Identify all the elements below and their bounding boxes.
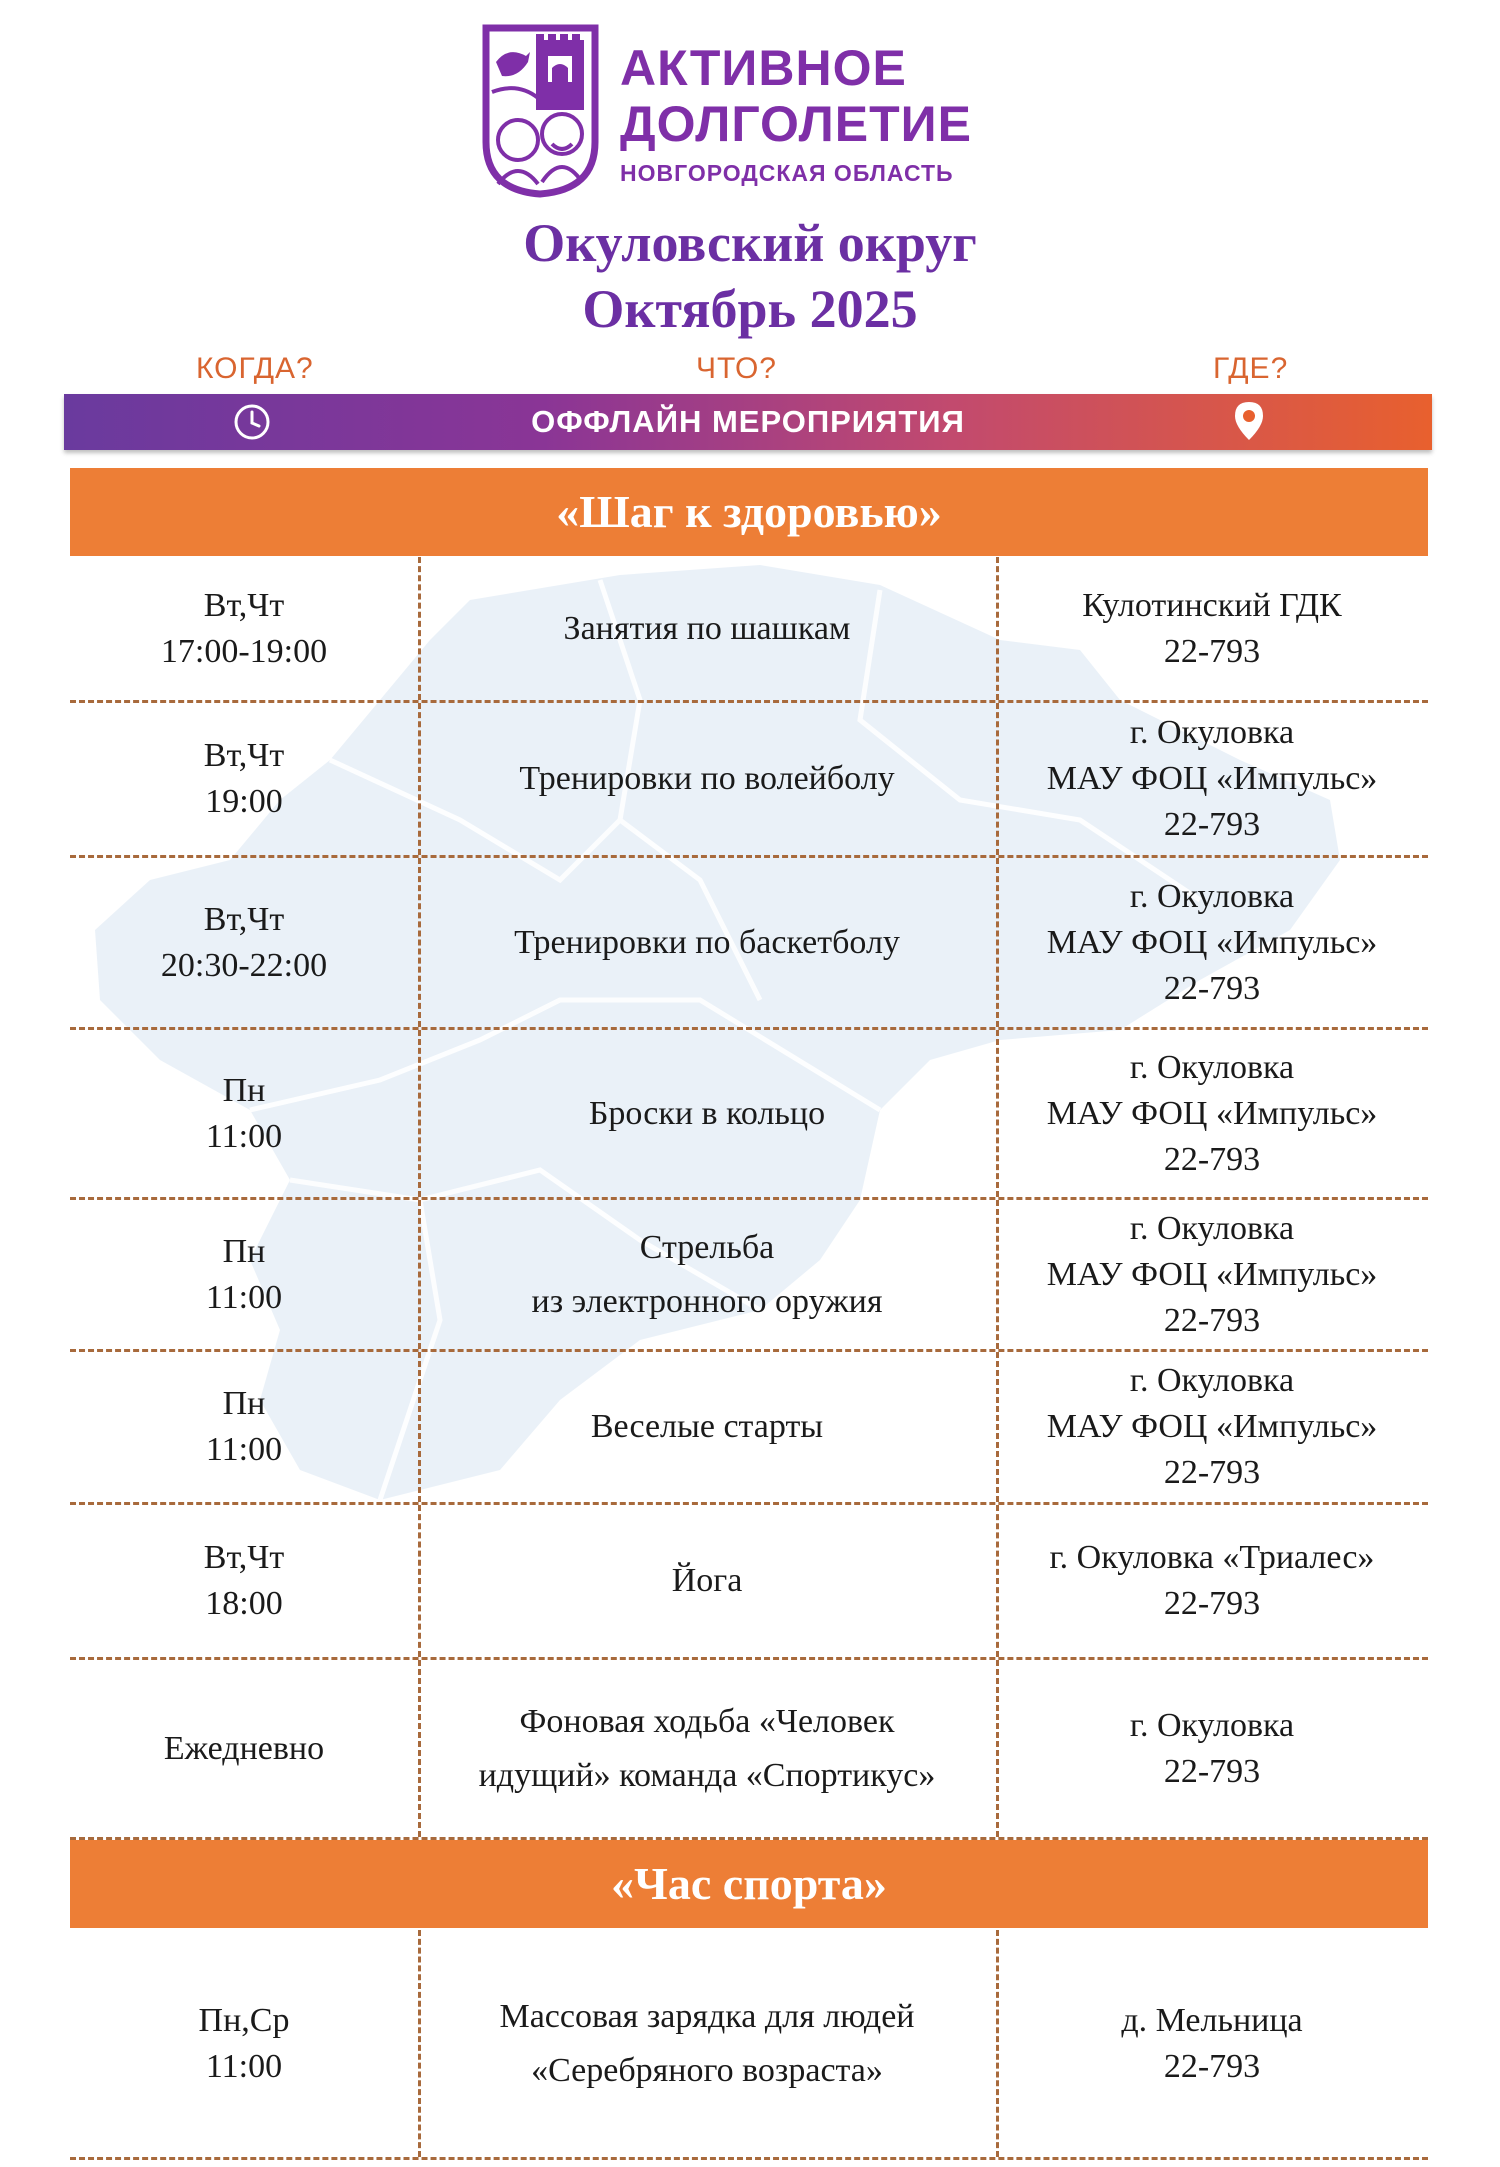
column-divider (418, 1660, 421, 1837)
logo-title-line2: ДОЛГОЛЕТИЕ (620, 96, 972, 152)
section-header (70, 1840, 1428, 1928)
where-text-line: 22-793 (1163, 632, 1261, 670)
column-divider (418, 1030, 421, 1197)
where-text-line: 22-793 (1163, 1454, 1261, 1491)
offline-events-banner (64, 394, 1432, 450)
cell-what (418, 557, 996, 700)
table-row (70, 1930, 1428, 2160)
column-divider (996, 557, 999, 700)
district-title: Окуловский округ (523, 213, 977, 273)
column-divider (996, 1030, 999, 1197)
where-text-line: г. Окуловка (1129, 1048, 1295, 1086)
cell-when (70, 1200, 418, 1349)
where-text-line: МАУ ФОЦ «Импульс» (1046, 1408, 1378, 1445)
map-pin-icon (1232, 400, 1266, 442)
cell-when (70, 1030, 418, 1197)
cell-what (418, 1352, 996, 1502)
table-row (70, 557, 1428, 703)
cell-what (418, 1030, 996, 1197)
cell-when (70, 858, 418, 1027)
where-text-line: д. Мельница (1121, 2001, 1303, 2039)
cell-when (70, 1505, 418, 1657)
when-text-line: Пн (222, 1071, 266, 1109)
section-header (70, 468, 1428, 556)
when-text-line: 19:00 (205, 783, 283, 820)
column-divider (996, 1930, 999, 2157)
cell-what (418, 1200, 996, 1349)
column-divider (418, 703, 421, 855)
where-text-line: г. Окуловка «Триалес» (1049, 1539, 1375, 1576)
where-text-line: МАУ ФОЦ «Импульс» (1046, 1255, 1378, 1293)
cell-when (70, 1352, 418, 1502)
table-row (70, 1200, 1428, 1352)
what-text-line: Занятия по шашкам (563, 609, 851, 647)
column-divider (996, 1505, 999, 1657)
cell-where (996, 1352, 1428, 1502)
where-label: ГДЕ? (1213, 352, 1289, 385)
what-text-line: Броски в кольцо (588, 1094, 826, 1132)
column-divider (418, 557, 421, 700)
when-text-line: 11:00 (205, 1278, 283, 1316)
table-row (70, 1352, 1428, 1505)
where-text-line: г. Окуловка (1129, 877, 1295, 915)
when-text-line: Вт,Чт (203, 586, 285, 624)
active-longevity-logo (478, 22, 1028, 200)
what-text-line: Фоновая ходьба «Человек (519, 1702, 895, 1740)
cell-what (418, 1930, 996, 2157)
when-text-line: 11:00 (205, 1117, 283, 1155)
cell-what (418, 1505, 996, 1657)
cell-where (996, 1505, 1428, 1657)
column-divider (996, 858, 999, 1027)
what-text-line: Стрельба (639, 1228, 775, 1266)
cell-when (70, 557, 418, 700)
what-text-line: из электронного оружия (531, 1282, 883, 1320)
where-text-line: г. Окуловка (1129, 714, 1295, 751)
table-row (70, 1505, 1428, 1660)
column-divider (996, 1660, 999, 1837)
when-text-line: 11:00 (205, 2047, 283, 2085)
column-divider (418, 1352, 421, 1502)
cell-where (996, 1200, 1428, 1349)
where-text-line: 22-793 (1163, 1301, 1261, 1339)
section-title: «Час спорта» (611, 1858, 887, 1909)
when-text-line: 18:00 (205, 1585, 283, 1622)
cell-what (418, 858, 996, 1027)
table-row (70, 858, 1428, 1030)
cell-where (996, 1930, 1428, 2157)
column-divider (996, 1200, 999, 1349)
where-text-line: 22-793 (1163, 969, 1261, 1007)
when-text-line: Пн,Ср (198, 2001, 290, 2039)
cell-when (70, 1930, 418, 2157)
what-text-line: Тренировки по баскетболу (514, 923, 900, 961)
column-divider (418, 1505, 421, 1657)
when-text-line: 11:00 (205, 1431, 283, 1468)
where-text-line: 22-793 (1163, 2047, 1261, 2085)
cell-what (418, 703, 996, 855)
where-text-line: 22-793 (1163, 1585, 1261, 1622)
cell-when (70, 1660, 418, 1837)
when-text-line: Вт,Чт (203, 900, 285, 938)
when-text-line: Пн (222, 1385, 266, 1422)
when-text-line: 20:30-22:00 (160, 946, 328, 984)
column-divider (418, 858, 421, 1027)
cell-what (418, 1660, 996, 1837)
where-text-line: МАУ ФОЦ «Импульс» (1046, 760, 1378, 797)
where-text-line: 22-793 (1163, 806, 1261, 843)
what-text-line: Веселые старты (590, 1408, 824, 1445)
where-text-line: г. Окуловка (1129, 1706, 1295, 1744)
active-longevity-emblem-icon (478, 22, 603, 198)
cell-where (996, 1660, 1428, 1837)
month-title: Октябрь 2025 (582, 279, 918, 339)
banner-label: ОФФЛАЙН МЕРОПРИЯТИЯ (531, 404, 965, 439)
when-text-line: Вт,Чт (203, 1539, 285, 1576)
what-text-line: Тренировки по волейболу (519, 760, 895, 797)
column-divider (996, 1352, 999, 1502)
when-text-line: Пн (222, 1232, 266, 1270)
table-row (70, 703, 1428, 858)
column-divider (996, 703, 999, 855)
logo-title-line1: АКТИВНОЕ (620, 40, 907, 96)
cell-where (996, 1030, 1428, 1197)
column-divider (418, 1200, 421, 1349)
where-text-line: 22-793 (1163, 1752, 1261, 1790)
what-text-line: Йога (671, 1562, 743, 1599)
where-text-line: МАУ ФОЦ «Импульс» (1046, 1094, 1378, 1132)
column-divider (418, 1930, 421, 2157)
where-text-line: г. Окуловка (1129, 1209, 1295, 1247)
where-text-line: МАУ ФОЦ «Импульс» (1046, 923, 1378, 961)
when-text-line: Ежедневно (163, 1729, 325, 1767)
where-text-line: г. Окуловка (1129, 1362, 1295, 1399)
where-text-line: 22-793 (1163, 1140, 1261, 1178)
table-row (70, 1030, 1428, 1200)
what-text-line: Массовая зарядка для людей (499, 1997, 915, 2035)
what-label: ЧТО? (696, 352, 777, 385)
where-text-line: Кулотинский ГДК (1082, 586, 1342, 624)
cell-when (70, 703, 418, 855)
table-row (70, 1660, 1428, 1840)
what-text-line: идущий» команда «Спортикус» (478, 1756, 936, 1794)
when-text-line: 17:00-19:00 (160, 632, 328, 670)
logo-region: НОВГОРОДСКАЯ ОБЛАСТЬ (620, 160, 954, 186)
when-label: КОГДА? (196, 352, 314, 385)
section-title: «Шаг к здоровью» (556, 486, 942, 537)
when-text-line: Вт,Чт (203, 737, 285, 774)
cell-where (996, 858, 1428, 1027)
cell-where (996, 703, 1428, 855)
cell-where (996, 557, 1428, 700)
what-text-line: «Серебряного возраста» (531, 2051, 883, 2089)
